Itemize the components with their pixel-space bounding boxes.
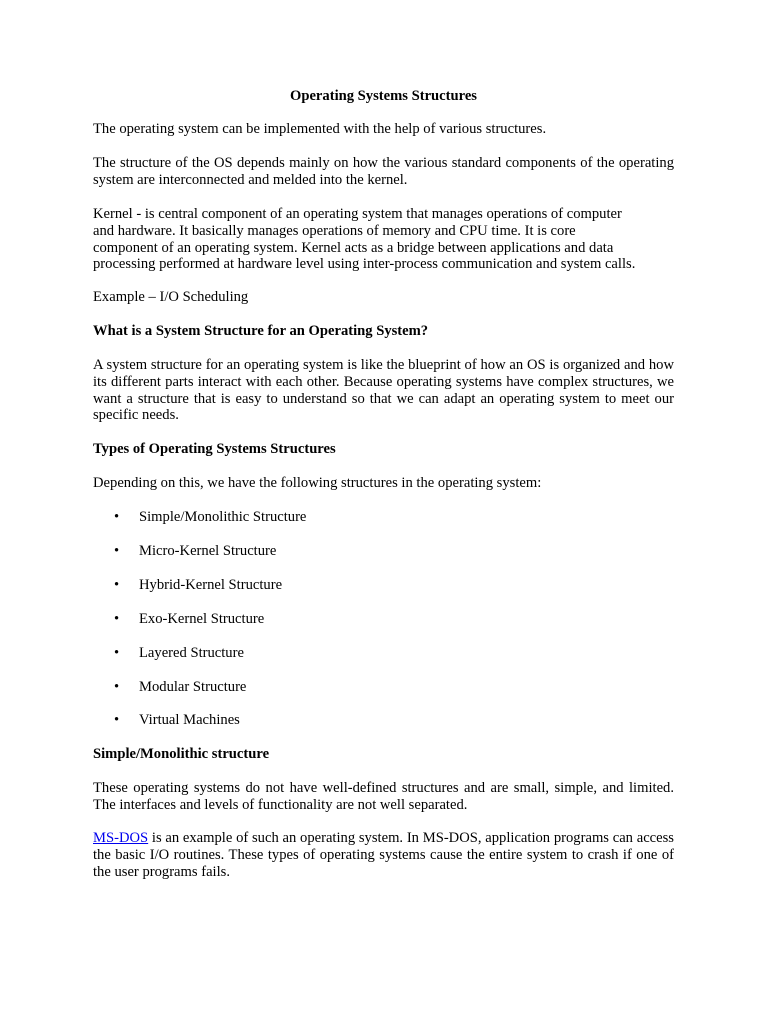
- heading-system-structure: What is a System Structure for an Operating System?: [93, 323, 429, 339]
- paragraph-monolithic: These operating systems do not have well-defined structures and are small, simple, and limited. The interfaces and levels of functionality are not well separated.: [93, 780, 674, 813]
- list-item-label: Micro-Kernel Structure: [139, 543, 277, 559]
- kernel-line-4: processing performed at hardware level using inter-process communication and system calls.: [93, 256, 636, 273]
- kernel-line-1: Kernel - is central component of an operating system that manages operations of computer: [93, 206, 622, 222]
- bullet-icon: •: [114, 712, 120, 728]
- paragraph-kernel: [93, 206, 674, 273]
- document-title: Operating Systems Structures: [289, 88, 477, 104]
- kernel-line-3: component of an operating system. Kernel acts as a bridge between applications and data: [93, 239, 614, 256]
- paragraph-example: Example – I/O Scheduling: [93, 289, 249, 305]
- heading-types: Types of Operating Systems Structures: [93, 441, 336, 457]
- paragraph-msdos: [93, 830, 674, 880]
- ms-dos-link[interactable]: MS-DOS: [93, 830, 149, 846]
- paragraph-blueprint: A system structure for an operating system is like the blueprint of how an OS is organized and how its different parts interact with each other. Because operating systems have complex structures, we want a structure that is easy to understand so that we can adapt an operating system to meet our specific needs.: [93, 357, 674, 424]
- paragraph-depending: Depending on this, we have the following structures in the operating system:: [93, 475, 542, 491]
- heading-monolithic: Simple/Monolithic structure: [93, 746, 270, 762]
- bullet-icon: •: [114, 679, 120, 695]
- bullet-icon: •: [114, 611, 120, 627]
- list-item-label: Modular Structure: [139, 679, 247, 695]
- list-item-label: Layered Structure: [139, 645, 244, 661]
- paragraph-intro: The operating system can be implemented with the help of various structures.: [93, 121, 547, 137]
- kernel-line-2: and hardware. It basically manages operations of memory and CPU time. It is core: [93, 222, 576, 239]
- list-item-label: Virtual Machines: [139, 712, 240, 728]
- list-item-label: Exo-Kernel Structure: [139, 611, 265, 627]
- bullet-icon: •: [114, 543, 120, 559]
- paragraph-structure: The structure of the OS depends mainly on how the various standard components of the operating system are interconnected and melded into the kernel.: [93, 155, 674, 188]
- bullet-icon: •: [114, 645, 120, 661]
- list-item-label: Simple/Monolithic Structure: [139, 509, 307, 525]
- bullet-icon: •: [114, 577, 120, 593]
- msdos-description: is an example of such an operating system. In MS-DOS, application programs can access the basic I/O routines. These types of operating systems cause the entire system to crash if one of the user programs fails.: [93, 830, 674, 880]
- list-item-label: Hybrid-Kernel Structure: [139, 577, 283, 593]
- bullet-icon: •: [114, 509, 120, 525]
